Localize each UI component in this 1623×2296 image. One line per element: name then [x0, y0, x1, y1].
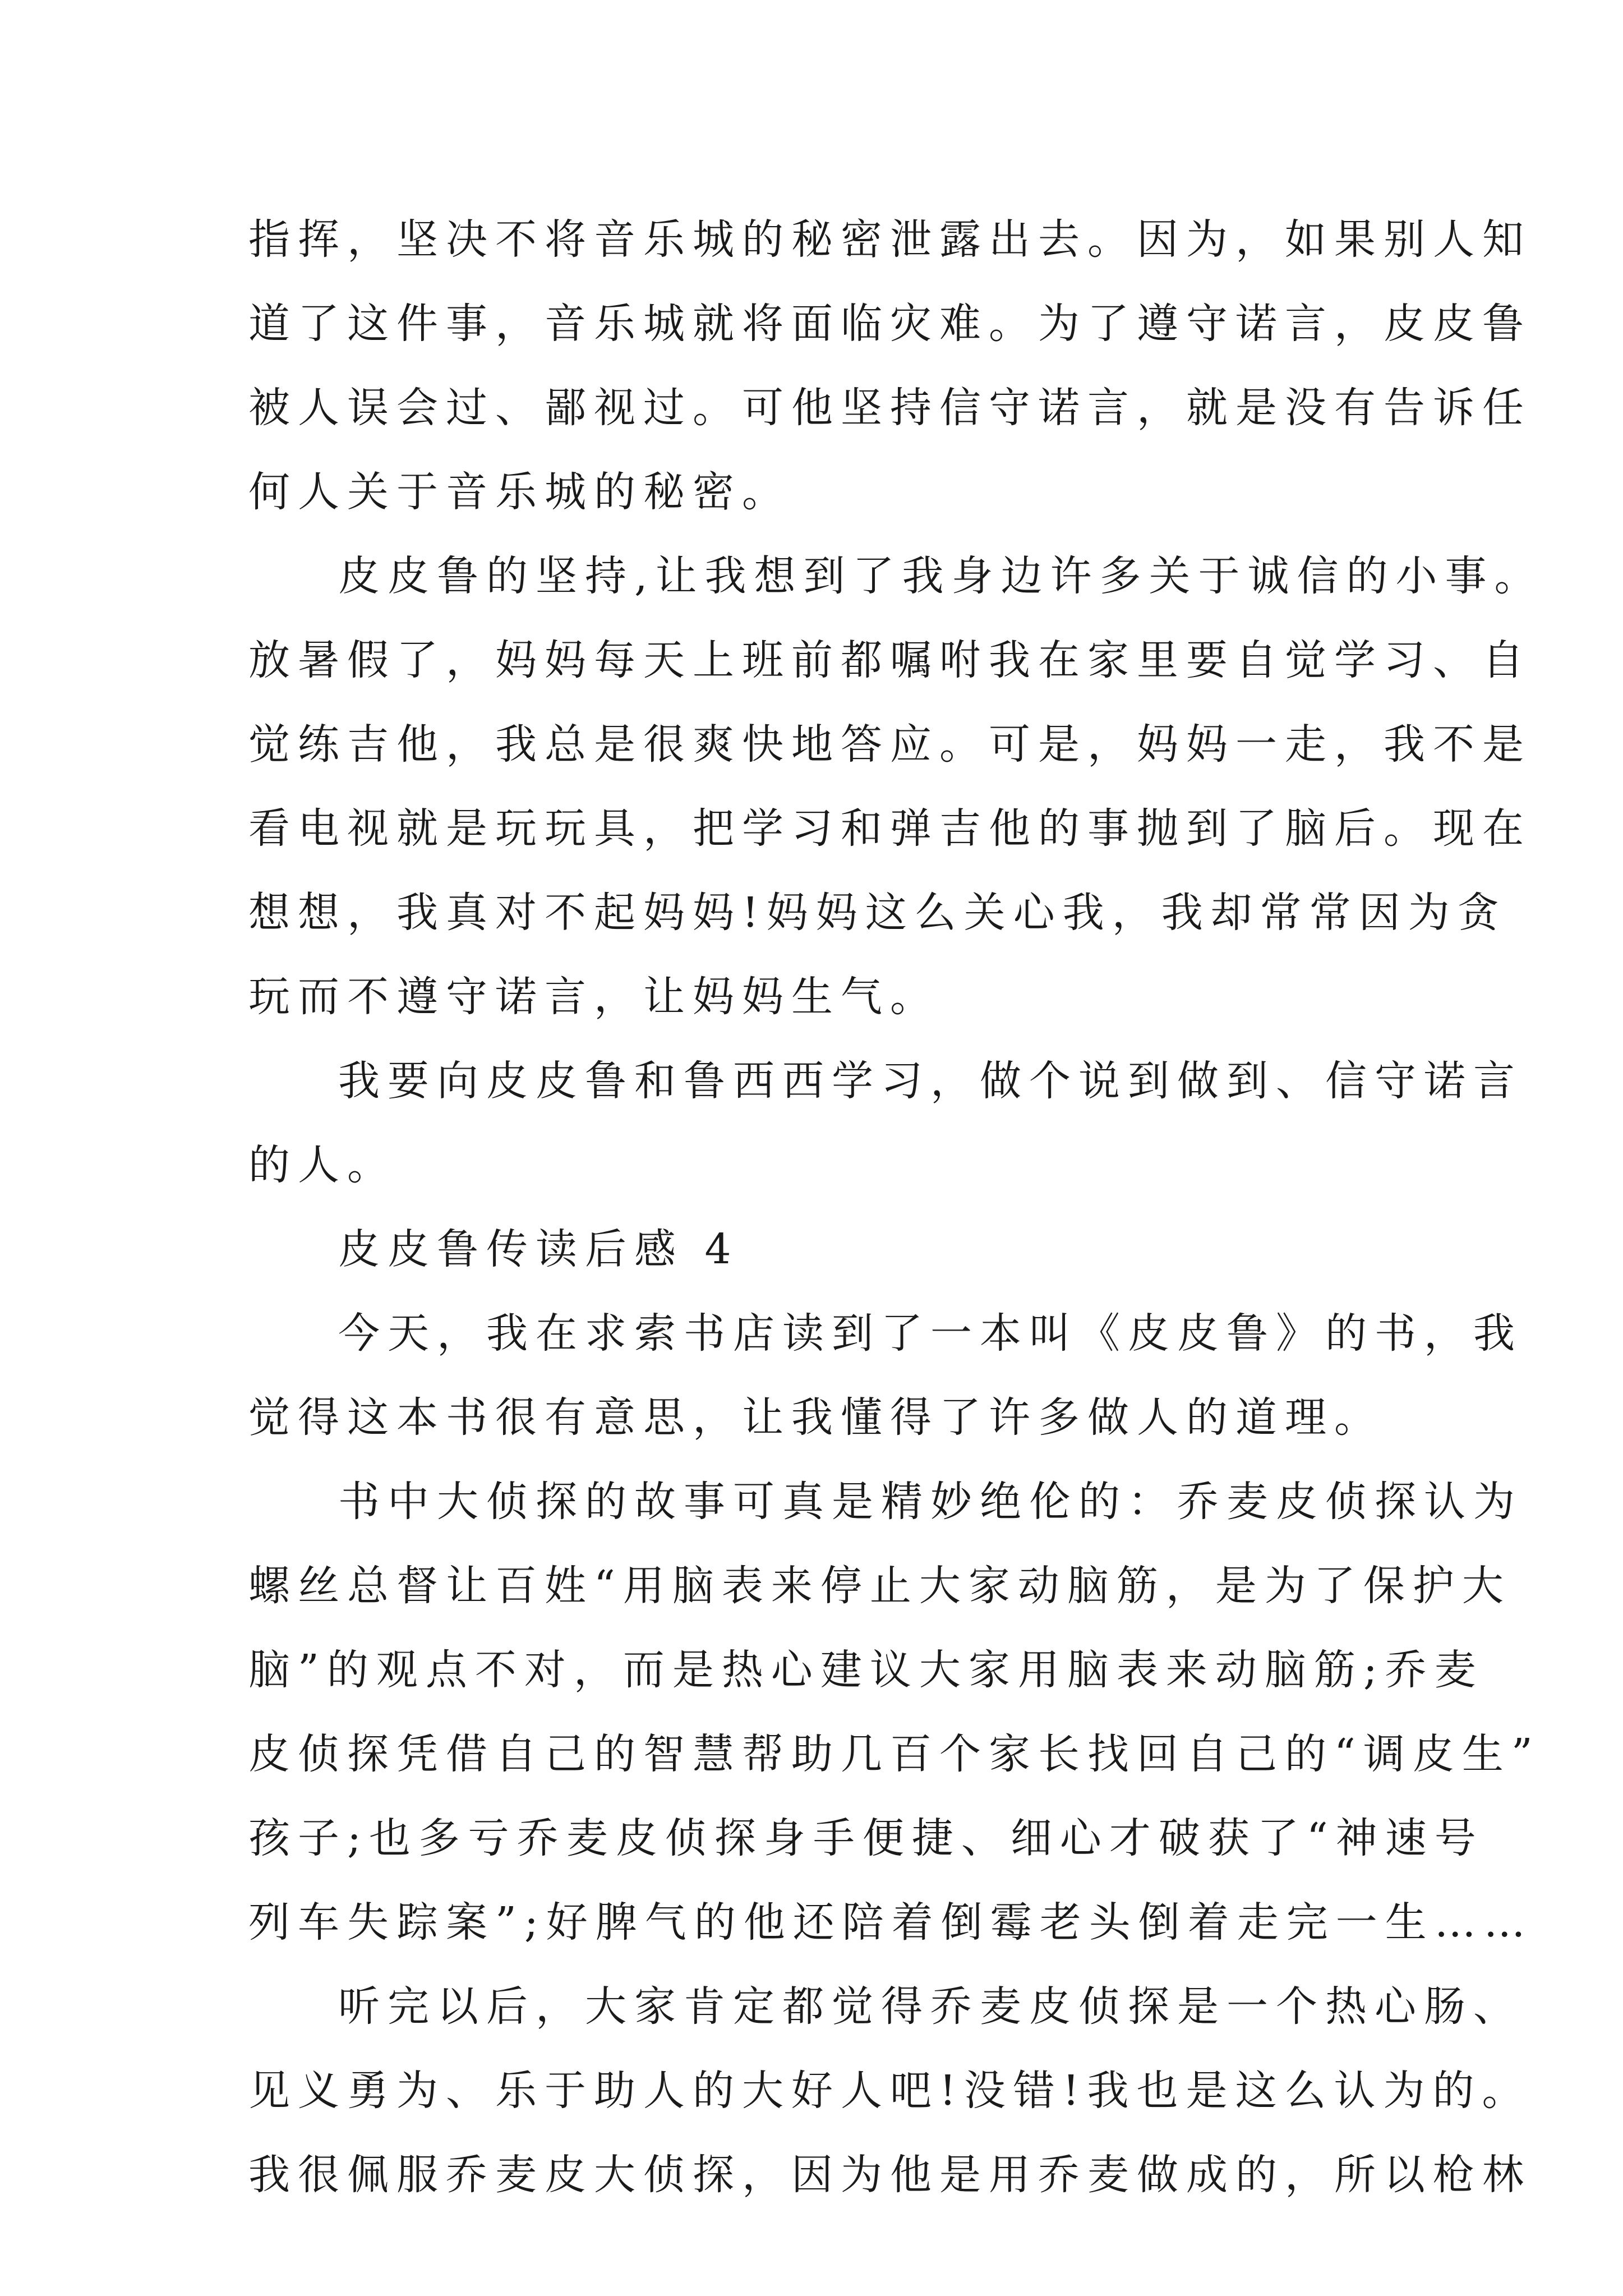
text-line: 我要向皮皮鲁和鲁西西学习，做个说到做到、信守诺言: [338, 1057, 1523, 1105]
text-line: 听完以后，大家肯定都觉得乔麦皮侦探是一个热心肠、: [338, 1982, 1523, 2031]
text-line: 今天，我在求索书店读到了一本叫《皮皮鲁》的书，我: [338, 1309, 1523, 1358]
text-line: 孩子;也多亏乔麦皮侦探身手便捷、细心才破获了“神速号: [248, 1814, 1484, 1862]
text-line: 皮皮鲁的坚持,让我想到了我身边许多关于诚信的小事。: [338, 552, 1544, 600]
text-line: 看电视就是玩玩具，把学习和弹吉他的事抛到了脑后。现在: [248, 804, 1532, 853]
text-line: 玩而不遵守诺言，让妈妈生气。: [248, 973, 939, 1021]
text-line: 何人关于音乐城的秘密。: [248, 468, 791, 516]
text-line: 螺丝总督让百姓“用脑表来停止大家动脑筋，是为了保护大: [248, 1562, 1511, 1610]
text-line: 列车失踪案”;好脾气的他还陪着倒霉老头倒着走完一生……: [248, 1898, 1533, 1947]
text-line: 指挥，坚决不将音乐城的秘密泄露出去。因为，如果别人知: [248, 215, 1532, 264]
text-line: 脑”的观点不对，而是热心建议大家用脑表来动脑筋;乔麦: [248, 1646, 1484, 1694]
section-heading: 皮皮鲁传读后感 4: [338, 1225, 739, 1273]
text-line: 我很佩服乔麦皮大侦探，因为他是用乔麦做成的，所以枪林: [248, 2151, 1532, 2199]
text-line: 想想，我真对不起妈妈!妈妈这么关心我，我却常常因为贪: [248, 889, 1507, 937]
text-line: 道了这件事，音乐城就将面临灾难。为了遵守诺言，皮皮鲁: [248, 300, 1532, 348]
text-line: 皮侦探凭借自己的智慧帮助几百个家长找回自己的“调皮生”: [248, 1730, 1541, 1778]
text-line: 放暑假了，妈妈每天上班前都嘱咐我在家里要自觉学习、自: [248, 636, 1532, 684]
text-line: 被人误会过、鄙视过。可他坚持信守诺言，就是没有告诉任: [248, 384, 1532, 432]
text-line: 见义勇为、乐于助人的大好人吧!没错!我也是这么认为的。: [248, 2067, 1532, 2115]
text-line: 的人。: [248, 1141, 396, 1189]
text-line: 觉得这本书很有意思，让我懂得了许多做人的道理。: [248, 1393, 1384, 1442]
text-line: 书中大侦探的故事可真是精妙绝伦的：乔麦皮侦探认为: [338, 1478, 1523, 1526]
document-body: [248, 197, 1544, 2217]
text-line: 觉练吉他，我总是很爽快地答应。可是，妈妈一走，我不是: [248, 720, 1532, 769]
